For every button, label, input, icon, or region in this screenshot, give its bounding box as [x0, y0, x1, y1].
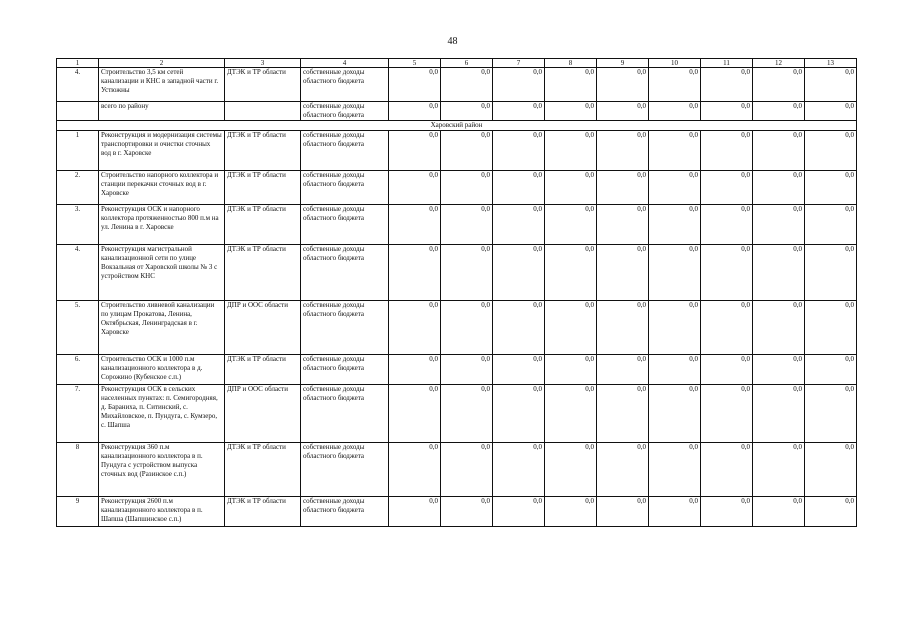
amount-cell: 0,0 — [649, 102, 701, 121]
project-name: Строительство напорного коллектора и станции перекачки сточных вод в г. Харовске — [99, 171, 225, 205]
row-number: 7. — [57, 385, 99, 443]
amount-cell: 0,0 — [805, 171, 857, 205]
row-number: 9 — [57, 497, 99, 527]
amount-cell: 0,0 — [389, 205, 441, 245]
table-row — [57, 171, 857, 205]
column-header: 9 — [597, 59, 649, 68]
amount-cell: 0,0 — [545, 301, 597, 355]
amount-cell: 0,0 — [753, 205, 805, 245]
amount-cell: 0,0 — [701, 301, 753, 355]
amount-cell: 0,0 — [493, 301, 545, 355]
amount-cell: 0,0 — [597, 301, 649, 355]
row-number: 3. — [57, 205, 99, 245]
funding-source: собственные доходы областного бюджета — [301, 355, 389, 385]
page-number: 48 — [447, 36, 458, 47]
amount-cell: 0,0 — [389, 102, 441, 121]
project-name: Строительство ОСК и 1000 п.м канализационного коллектора в д. Сорожино (Кубенское с.п.) — [99, 355, 225, 385]
amount-cell: 0,0 — [597, 205, 649, 245]
responsible-agency: ДПР и ООС области — [225, 301, 301, 355]
amount-cell: 0,0 — [545, 385, 597, 443]
column-header: 7 — [493, 59, 545, 68]
project-name: Строительство ливневой канализации по улицам Прокатова, Ленина, Октябрьская, Ленинградская в г. Харовске — [99, 301, 225, 355]
amount-cell: 0,0 — [545, 497, 597, 527]
amount-cell: 0,0 — [389, 245, 441, 301]
project-name: всего по району — [99, 102, 225, 121]
amount-cell: 0,0 — [805, 355, 857, 385]
table-row — [57, 245, 857, 301]
column-header: 12 — [753, 59, 805, 68]
amount-cell: 0,0 — [597, 171, 649, 205]
amount-cell: 0,0 — [753, 245, 805, 301]
table-row — [57, 205, 857, 245]
column-header: 5 — [389, 59, 441, 68]
amount-cell: 0,0 — [649, 443, 701, 497]
funding-source: собственные доходы областного бюджета — [301, 301, 389, 355]
amount-cell: 0,0 — [545, 171, 597, 205]
amount-cell: 0,0 — [597, 443, 649, 497]
table-row — [57, 385, 857, 443]
amount-cell: 0,0 — [753, 497, 805, 527]
table-row — [57, 68, 857, 102]
amount-cell: 0,0 — [753, 385, 805, 443]
amount-cell: 0,0 — [441, 205, 493, 245]
amount-cell: 0,0 — [441, 245, 493, 301]
table-row — [57, 443, 857, 497]
amount-cell: 0,0 — [753, 68, 805, 102]
amount-cell: 0,0 — [493, 355, 545, 385]
amount-cell: 0,0 — [805, 497, 857, 527]
amount-cell: 0,0 — [649, 497, 701, 527]
section-title: Харовский район — [57, 121, 857, 131]
column-header-row — [57, 59, 857, 68]
amount-cell: 0,0 — [701, 245, 753, 301]
amount-cell: 0,0 — [805, 245, 857, 301]
amount-cell: 0,0 — [701, 171, 753, 205]
amount-cell: 0,0 — [701, 385, 753, 443]
amount-cell: 0,0 — [805, 385, 857, 443]
amount-cell: 0,0 — [441, 68, 493, 102]
amount-cell: 0,0 — [441, 131, 493, 171]
responsible-agency: ДТЭК и ТР области — [225, 497, 301, 527]
amount-cell: 0,0 — [597, 102, 649, 121]
row-number: 2. — [57, 171, 99, 205]
amount-cell: 0,0 — [389, 497, 441, 527]
funding-source: собственные доходы областного бюджета — [301, 102, 389, 121]
amount-cell: 0,0 — [701, 131, 753, 171]
funding-source: собственные доходы областного бюджета — [301, 245, 389, 301]
table-row — [57, 497, 857, 527]
amount-cell: 0,0 — [389, 355, 441, 385]
amount-cell: 0,0 — [545, 245, 597, 301]
amount-cell: 0,0 — [701, 497, 753, 527]
amount-cell: 0,0 — [441, 102, 493, 121]
amount-cell: 0,0 — [493, 205, 545, 245]
amount-cell: 0,0 — [493, 131, 545, 171]
column-header: 13 — [805, 59, 857, 68]
table-row — [57, 102, 857, 121]
column-header: 11 — [701, 59, 753, 68]
amount-cell: 0,0 — [493, 385, 545, 443]
amount-cell: 0,0 — [389, 301, 441, 355]
amount-cell: 0,0 — [441, 355, 493, 385]
amount-cell: 0,0 — [701, 355, 753, 385]
amount-cell: 0,0 — [597, 68, 649, 102]
responsible-agency: ДТЭК и ТР области — [225, 131, 301, 171]
table-row — [57, 301, 857, 355]
amount-cell: 0,0 — [805, 68, 857, 102]
amount-cell: 0,0 — [389, 385, 441, 443]
amount-cell: 0,0 — [753, 171, 805, 205]
funding-source: собственные доходы областного бюджета — [301, 385, 389, 443]
amount-cell: 0,0 — [389, 131, 441, 171]
row-number — [57, 102, 99, 121]
budget-table — [56, 58, 857, 527]
row-number: 5. — [57, 301, 99, 355]
row-number: 1 — [57, 131, 99, 171]
amount-cell: 0,0 — [493, 68, 545, 102]
amount-cell: 0,0 — [441, 497, 493, 527]
amount-cell: 0,0 — [753, 443, 805, 497]
amount-cell: 0,0 — [441, 171, 493, 205]
amount-cell: 0,0 — [441, 443, 493, 497]
amount-cell: 0,0 — [389, 443, 441, 497]
funding-source: собственные доходы областного бюджета — [301, 497, 389, 527]
amount-cell: 0,0 — [649, 171, 701, 205]
amount-cell: 0,0 — [753, 131, 805, 171]
column-header: 1 — [57, 59, 99, 68]
amount-cell: 0,0 — [701, 443, 753, 497]
project-name: Строительство 3,5 км сетей канализации и КНС в западной части г. Устюжны — [99, 68, 225, 102]
amount-cell: 0,0 — [701, 102, 753, 121]
amount-cell: 0,0 — [597, 385, 649, 443]
responsible-agency: ДТЭК и ТР области — [225, 443, 301, 497]
project-name: Реконструкция ОСК в сельских населенных пунктах: п. Семигородняя, д. Бараниха, п. Ситинский, с. Михайловское, п. Пундуга, с. Кумзеро, с. Шапша — [99, 385, 225, 443]
amount-cell: 0,0 — [649, 131, 701, 171]
table-row — [57, 131, 857, 171]
amount-cell: 0,0 — [701, 205, 753, 245]
amount-cell: 0,0 — [597, 245, 649, 301]
amount-cell: 0,0 — [649, 355, 701, 385]
amount-cell: 0,0 — [701, 68, 753, 102]
column-header: 10 — [649, 59, 701, 68]
amount-cell: 0,0 — [649, 205, 701, 245]
amount-cell: 0,0 — [753, 355, 805, 385]
amount-cell: 0,0 — [389, 171, 441, 205]
amount-cell: 0,0 — [649, 301, 701, 355]
column-header: 6 — [441, 59, 493, 68]
amount-cell: 0,0 — [805, 102, 857, 121]
funding-source: собственные доходы областного бюджета — [301, 171, 389, 205]
amount-cell: 0,0 — [649, 245, 701, 301]
amount-cell: 0,0 — [545, 68, 597, 102]
amount-cell: 0,0 — [493, 245, 545, 301]
amount-cell: 0,0 — [805, 131, 857, 171]
amount-cell: 0,0 — [545, 131, 597, 171]
column-header: 3 — [225, 59, 301, 68]
amount-cell: 0,0 — [493, 443, 545, 497]
amount-cell: 0,0 — [597, 355, 649, 385]
amount-cell: 0,0 — [597, 131, 649, 171]
funding-source: собственные доходы областного бюджета — [301, 443, 389, 497]
amount-cell: 0,0 — [545, 102, 597, 121]
project-name: Реконструкция магистральной канализационной сети по улице Вокзальная от Харовской школы № 3 с устройством КНС — [99, 245, 225, 301]
table-row — [57, 355, 857, 385]
funding-source: собственные доходы областного бюджета — [301, 68, 389, 102]
responsible-agency — [225, 102, 301, 121]
amount-cell: 0,0 — [545, 355, 597, 385]
project-name: Реконструкция и модернизация системы транспортировки и очистки сточных вод в г. Харовске — [99, 131, 225, 171]
amount-cell: 0,0 — [597, 497, 649, 527]
amount-cell: 0,0 — [545, 443, 597, 497]
responsible-agency: ДТЭК и ТР области — [225, 205, 301, 245]
funding-source: собственные доходы областного бюджета — [301, 205, 389, 245]
amount-cell: 0,0 — [389, 68, 441, 102]
amount-cell: 0,0 — [493, 102, 545, 121]
funding-source: собственные доходы областного бюджета — [301, 131, 389, 171]
responsible-agency: ДПР и ООС области — [225, 385, 301, 443]
amount-cell: 0,0 — [649, 68, 701, 102]
amount-cell: 0,0 — [493, 497, 545, 527]
amount-cell: 0,0 — [441, 301, 493, 355]
column-header: 8 — [545, 59, 597, 68]
project-name: Реконструкция ОСК и напорного коллектора протяженностью 800 п.м на ул. Ленина в г. Харовске — [99, 205, 225, 245]
column-header: 2 — [99, 59, 225, 68]
amount-cell: 0,0 — [649, 385, 701, 443]
row-number: 8 — [57, 443, 99, 497]
row-number: 4. — [57, 245, 99, 301]
amount-cell: 0,0 — [493, 171, 545, 205]
column-header: 4 — [301, 59, 389, 68]
row-number: 4. — [57, 68, 99, 102]
amount-cell: 0,0 — [805, 443, 857, 497]
amount-cell: 0,0 — [753, 102, 805, 121]
amount-cell: 0,0 — [441, 385, 493, 443]
project-name: Реконструкция 2600 п.м канализационного коллектора в п. Шапша (Шапшинское с.п.) — [99, 497, 225, 527]
amount-cell: 0,0 — [805, 301, 857, 355]
responsible-agency: ДТЭК и ТР области — [225, 68, 301, 102]
responsible-agency: ДТЭК и ТР области — [225, 171, 301, 205]
responsible-agency: ДТЭК и ТР области — [225, 245, 301, 301]
section-row — [57, 121, 857, 131]
amount-cell: 0,0 — [753, 301, 805, 355]
amount-cell: 0,0 — [805, 205, 857, 245]
row-number: 6. — [57, 355, 99, 385]
amount-cell: 0,0 — [545, 205, 597, 245]
project-name: Реконструкция 360 п.м канализационного коллектора в п. Пундуга с устройством выпуска сточных вод (Разинское с.п.) — [99, 443, 225, 497]
responsible-agency: ДТЭК и ТР области — [225, 355, 301, 385]
